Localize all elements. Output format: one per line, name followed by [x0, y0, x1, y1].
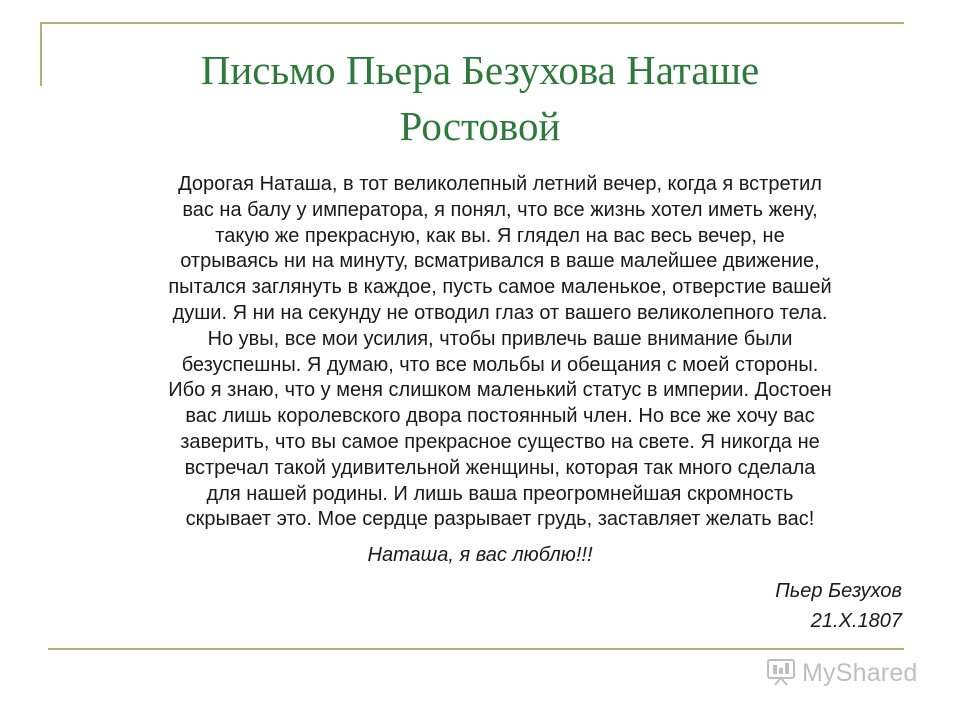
letter-line: отрываясь ни на минуту, всматривался в ваше малейшее движение, — [180, 250, 820, 273]
watermark — [766, 656, 918, 690]
letter-line: пытался заглянуть в каждое, пусть самое маленькое, отверстие вашей — [168, 276, 832, 299]
love-declaration: Наташа, я вас люблю!!! — [367, 544, 593, 566]
watermark-text: MyShared — [802, 658, 918, 687]
letter-line: вас на балу у императора, я понял, что все жизнь хотел иметь жену, — [182, 198, 818, 221]
signature-name: Пьер Безухов — [775, 580, 902, 602]
letter-line: Но увы, все мои усилия, чтобы привлечь ваше внимание были — [207, 327, 793, 350]
letter-line: души. Я ни на секунду не отводил глаз от вашего великолепного тела. — [172, 301, 828, 324]
letter-body — [88, 172, 912, 533]
frame-bottom-line — [48, 648, 904, 650]
letter-line: вас лишь королевского двора постоянный член. Но все же хочу вас — [185, 405, 815, 428]
letter-line: Ибо я знаю, что у меня слишком маленький статус в империи. Достоен — [168, 379, 832, 402]
title-line-2: Ростовой — [399, 103, 561, 149]
myshared-logo-icon — [766, 656, 796, 691]
title-line-1: Письмо Пьера Безухова Наташе — [200, 47, 760, 93]
letter-line: Дорогая Наташа, в тот великолепный летний вечер, когда я встретил — [178, 173, 822, 195]
letter-line: скрывает это. Мое сердце разрывает грудь, заставляет желать вас! — [185, 508, 815, 531]
frame-top-line — [40, 22, 904, 24]
page-title — [100, 42, 860, 154]
signature-block — [775, 576, 902, 636]
signature-date: 21.X.1807 — [810, 610, 902, 632]
letter-line: такую же прекрасную, как вы. Я глядел на вас весь вечер, не — [215, 224, 785, 247]
letter-line: безуспешны. Я думаю, что все мольбы и обещания с моей стороны. — [181, 353, 819, 376]
letter-line: для нашей родины. И лишь ваша преогромнейшая скромность — [206, 482, 794, 505]
letter-line: встречал такой удивительной женщины, которая так много сделала — [184, 456, 816, 479]
frame-left-line — [40, 22, 42, 86]
letter-line: заверить, что вы самое прекрасное существо на свете. Я никогда не — [180, 430, 820, 453]
